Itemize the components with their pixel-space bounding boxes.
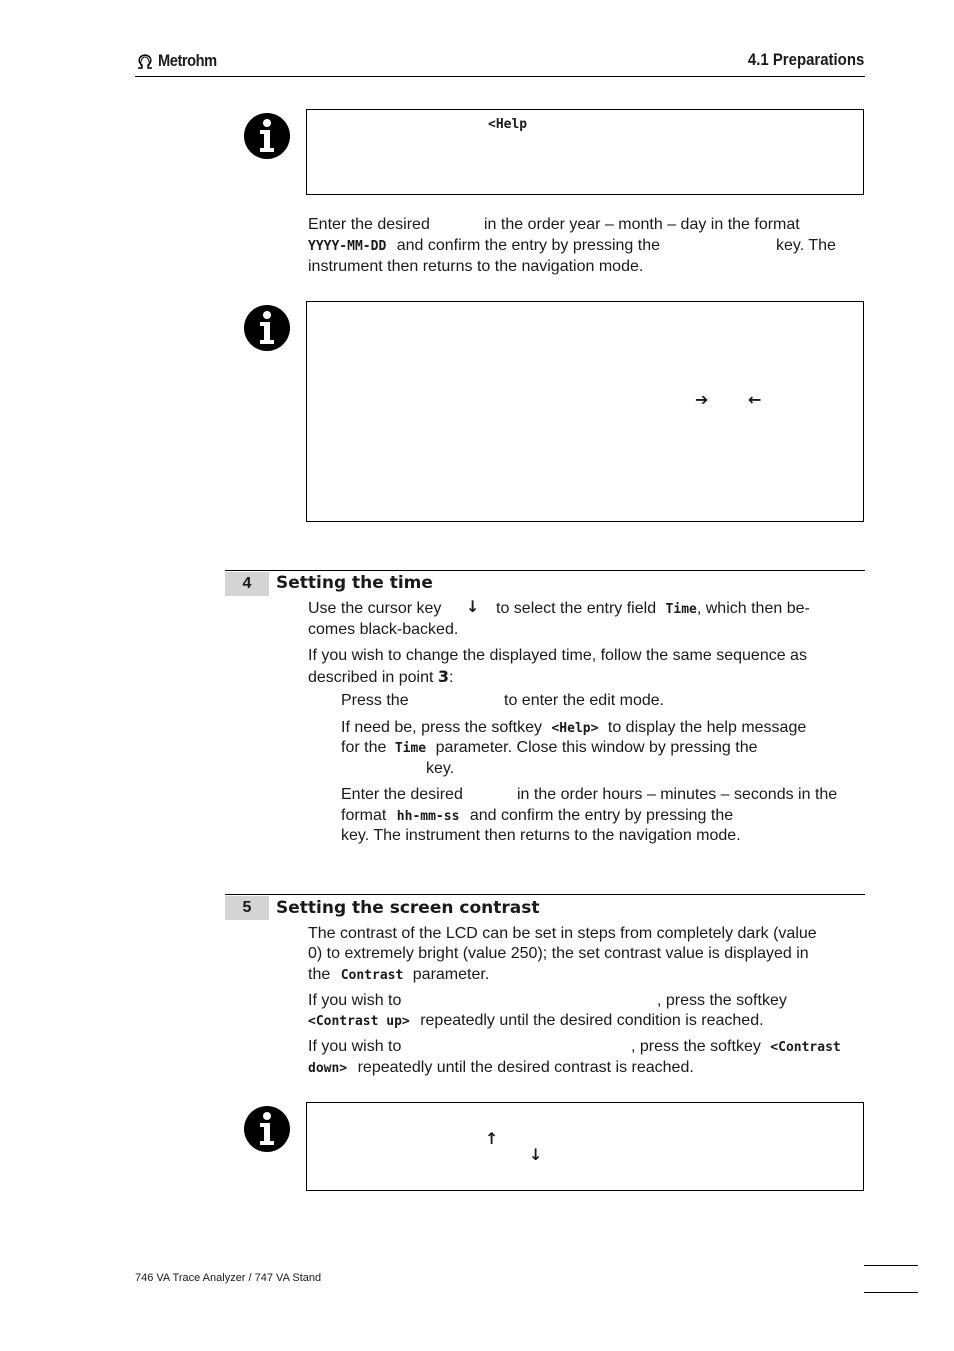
note-box-help xyxy=(306,109,864,195)
step4-sub3-line1: Enter the desired xyxy=(341,786,463,803)
step4-sub2-line3: key. xyxy=(426,760,455,777)
step5-para3-line1: If you wish to xyxy=(308,1038,402,1055)
info-icon xyxy=(243,112,291,160)
step4-sub3-line3: key. The instrument then returns to the navigation mode. xyxy=(341,827,741,844)
date-entry-line2-end: key. The xyxy=(776,237,836,254)
step-divider xyxy=(225,570,865,571)
date-entry-line1-rest: in the order year – month – day in the format xyxy=(484,216,800,233)
step4-para1-line1: Use the cursor key xyxy=(308,600,442,617)
field-time: Time xyxy=(665,602,697,617)
arrow-down-icon: ↓ xyxy=(529,1145,543,1164)
step-number: 5 xyxy=(225,896,269,920)
step5-para1-line2: 0) to extremely bright (value 250); the set contrast value is displayed in xyxy=(308,945,809,962)
param-time: Time xyxy=(394,741,427,756)
step4-sub1: Press the xyxy=(341,692,409,709)
date-entry-line3: instrument then returns to the navigation mode. xyxy=(308,258,644,275)
point-reference: 3 xyxy=(437,667,450,686)
step5-para3-line2: down> repeatedly until the desired contrast is reached. xyxy=(308,1059,694,1076)
help-softkey-label: <Help xyxy=(488,117,528,132)
note-box-cursor xyxy=(306,301,864,522)
contrast-up-softkey: <Contrast up> xyxy=(308,1014,410,1029)
step4-sub2-line2: for the Time parameter. Close this window by pressing the xyxy=(341,739,758,756)
step4-para2-line1: If you wish to change the displayed time, follow the same sequence as xyxy=(308,647,807,664)
info-icon xyxy=(243,1105,291,1153)
step5-para2-line1-rest: , press the softkey xyxy=(657,992,787,1009)
arrow-right-icon: ➔ xyxy=(695,390,709,409)
info-icon xyxy=(243,304,291,352)
brand-name: Metrohm xyxy=(158,51,217,70)
arrow-left-icon: ← xyxy=(748,390,762,409)
step5-para2-line2: <Contrast up> repeatedly until the desired condition is reached. xyxy=(308,1012,764,1029)
step4-sub2-line1: If need be, press the softkey <Help> to display the help message xyxy=(341,719,807,736)
header-divider xyxy=(135,76,865,77)
step4-para1-line2: comes black-backed. xyxy=(308,621,459,638)
param-contrast: Contrast xyxy=(340,968,404,983)
contrast-down-softkey-part1: <Contrast xyxy=(770,1040,841,1055)
footer-rule-bottom xyxy=(864,1292,918,1293)
help-softkey: <Help> xyxy=(551,721,599,736)
arrow-down-icon: ↓ xyxy=(466,597,480,616)
time-format-code: hh-mm-ss xyxy=(396,809,460,824)
date-entry-line2: YYYY-MM-DD and confirm the entry by pressing the xyxy=(308,237,660,254)
step-number: 4 xyxy=(225,572,269,596)
metrohm-omega-logo xyxy=(135,52,155,70)
contrast-down-softkey-part2: down> xyxy=(308,1061,348,1076)
footer-rule-top xyxy=(864,1265,918,1266)
step5-para3-line1-rest: , press the softkey <Contrast xyxy=(631,1038,841,1055)
step-divider xyxy=(225,894,865,895)
footer-product-name: 746 VA Trace Analyzer / 747 VA Stand xyxy=(135,1272,322,1284)
step5-para2-line1: If you wish to xyxy=(308,992,402,1009)
date-entry-line1: Enter the desired xyxy=(308,216,430,233)
step4-sub1-rest: to enter the edit mode. xyxy=(504,692,665,709)
step5-para1-line3: the Contrast parameter. xyxy=(308,966,490,983)
step4-sub3-line2: format hh-mm-ss and confirm the entry by pressing the xyxy=(341,807,734,824)
arrow-up-icon: ↑ xyxy=(485,1129,499,1148)
section-title: 4.1 Preparations xyxy=(747,50,864,69)
note-box-contrast-keys xyxy=(306,1102,864,1191)
step4-para2-line2: described in point 3: xyxy=(308,667,454,686)
date-format-code: YYYY-MM-DD xyxy=(308,239,387,254)
step-title: Setting the time xyxy=(276,573,433,593)
step4-sub3-line1-rest: in the order hours – minutes – seconds in the xyxy=(517,786,838,803)
metrohm-logo xyxy=(135,50,226,72)
step5-para1-line1: The contrast of the LCD can be set in steps from completely dark (value xyxy=(308,925,817,942)
step-title: Setting the screen contrast xyxy=(276,898,540,918)
step4-para1-line1-rest: to select the entry field Time, which then be- xyxy=(496,600,810,617)
